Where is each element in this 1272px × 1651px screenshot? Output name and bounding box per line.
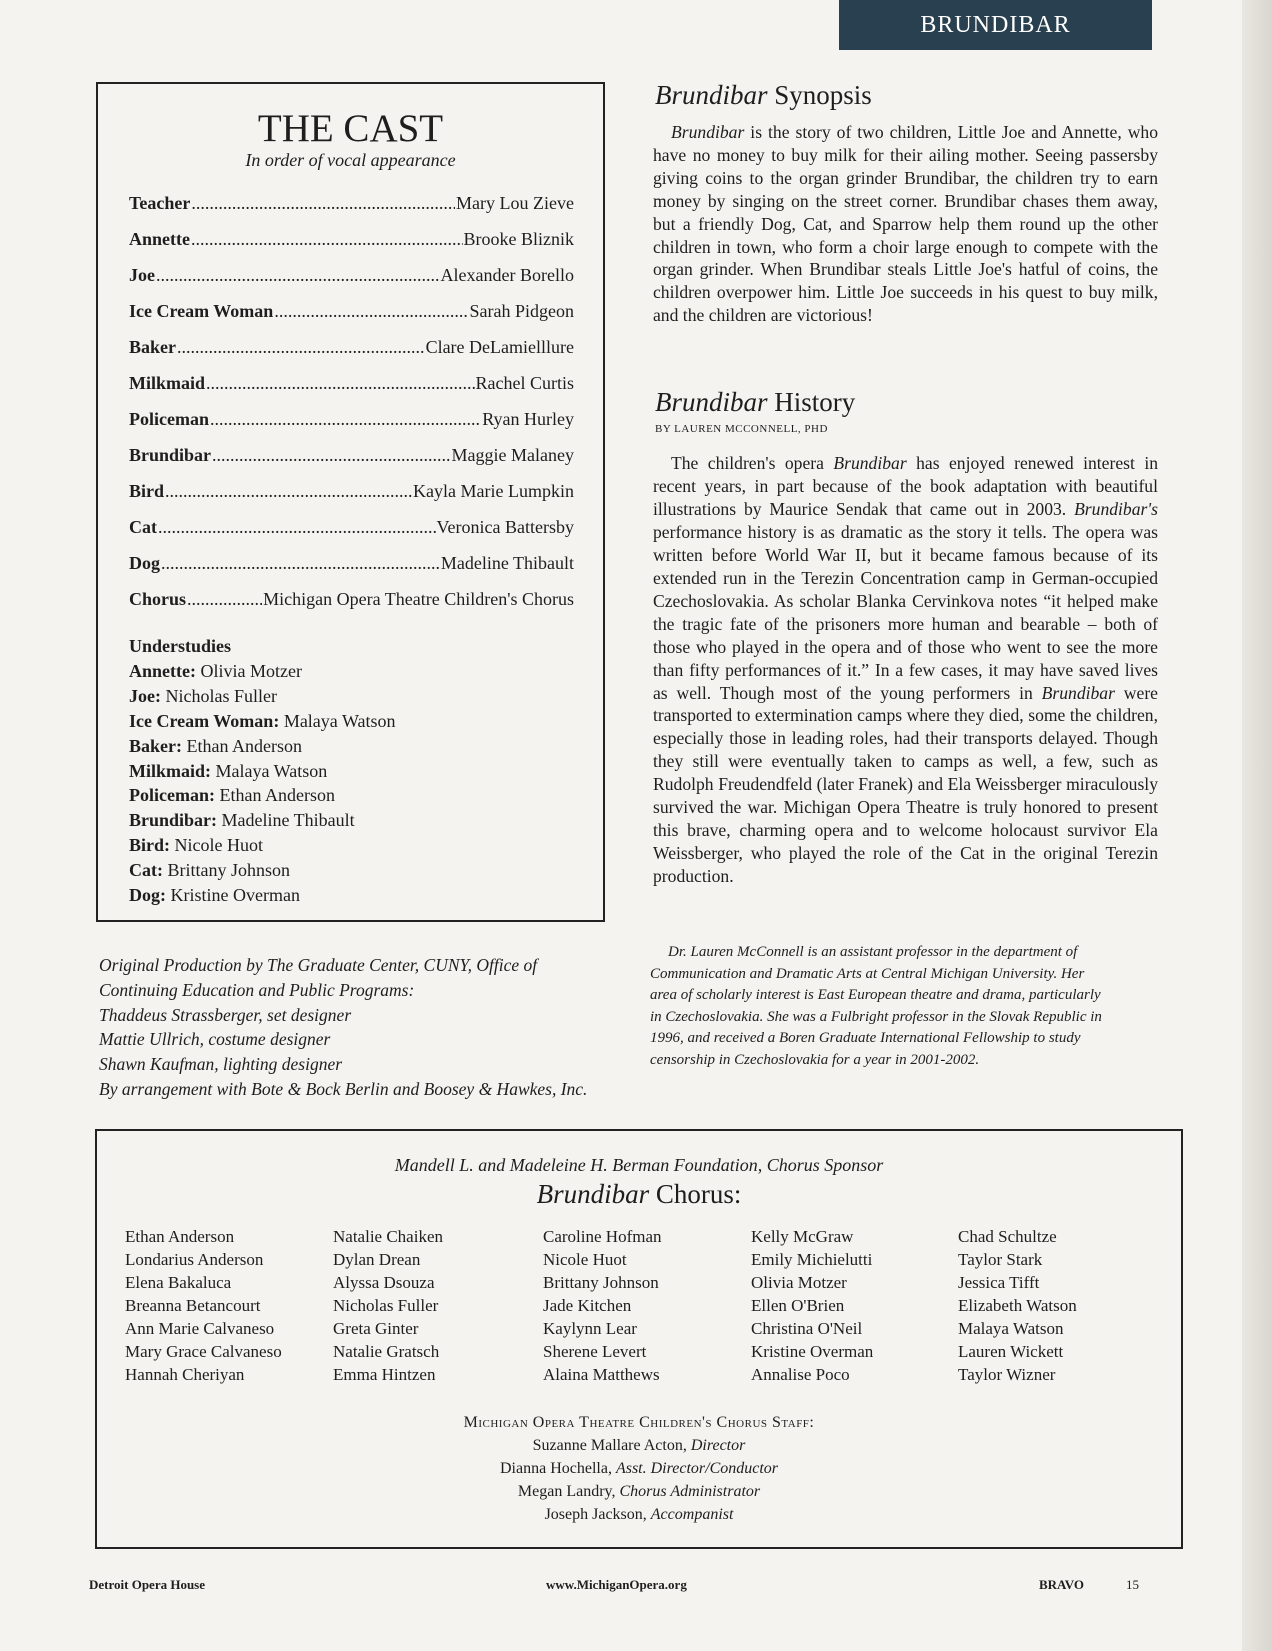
understudy-actor: Ethan Anderson	[186, 735, 302, 756]
staff-row	[97, 1457, 1181, 1480]
credit-line: By arrangement with Bote & Bock Berlin and Boosey & Hawkes, Inc.	[99, 1078, 588, 1099]
footer-magazine: BRAVO	[1039, 1577, 1085, 1592]
history-text-part: has enjoyed renewed interest in recent years, in part because of the book adaptation with beautiful illustrations by Maurice Sendak that came out in 2003.	[653, 453, 1158, 519]
understudy-row	[129, 783, 589, 808]
cast-role: Annette	[129, 229, 190, 249]
chorus-title-italic: Brundibar	[536, 1179, 650, 1209]
cast-actor: Mary Lou Zieve	[456, 193, 574, 213]
history-title-rest: History	[767, 387, 856, 417]
cast-role: Baker	[129, 337, 176, 357]
synopsis-text	[653, 121, 1158, 327]
chorus-member: Kelly McGraw	[751, 1227, 854, 1246]
cast-actor: Maggie Malaney	[451, 445, 574, 465]
cast-actor: Sarah Pidgeon	[469, 301, 574, 321]
cast-actor: Clare DeLamielllure	[425, 337, 574, 357]
cast-title: THE CAST	[257, 107, 444, 150]
chorus-member: Ethan Anderson	[125, 1227, 235, 1246]
understudy-actor: Ethan Anderson	[219, 785, 335, 806]
dot-leader	[156, 265, 440, 286]
staff-row	[97, 1503, 1181, 1526]
chorus-member: Chad Schultze	[958, 1227, 1057, 1246]
understudy-role: Annette:	[129, 660, 196, 681]
history-text	[653, 452, 1158, 888]
cast-row	[129, 229, 574, 265]
synopsis-title-italic: Brundibar	[655, 80, 768, 110]
understudy-row	[129, 684, 589, 709]
understudy-row	[129, 808, 589, 833]
understudy-row	[129, 833, 589, 858]
chorus-staff	[97, 1411, 1181, 1526]
author-bio: Dr. Lauren McConnell is an assistant professor in the department of Communication and Dramatic Arts at Central Michigan University. Her area of scholarly interest is East European theatre and drama, particularly in Czechoslovakia. She was a Fulbright professor in the Slovak Republic in 1996, and received a Boren Graduate International Fellowship to study censorship in Czechoslovakia for a year in 2001-2002.	[650, 944, 1102, 1068]
cast-role: Policeman	[129, 409, 209, 429]
understudies-heading: Understudies	[129, 636, 232, 656]
history-text-part: performance history is as dramatic as the story it tells. The opera was written before World War II, but it became famous because of its extended run in the Terezin Concentration camp in German-occupied Czechoslovakia. As scholar Blanka Cervinkova notes “it helped make the tragic fate of the prisoners more human and bearable – both of those who played in the opera and of those who went to see the more than fifty performances of it.” In a few cases, it may have saved lives as well. Though most of the young performers in	[653, 521, 1158, 703]
chorus-member: Breanna Betancourt	[125, 1296, 261, 1315]
history-title-italic: Brundibar	[655, 387, 768, 417]
understudy-actor: Kristine Overman	[170, 885, 300, 906]
chorus-member: Taylor Wizner	[958, 1365, 1056, 1384]
history-text-italic: Brundibar	[833, 453, 907, 473]
chorus-member: Ellen O'Brien	[751, 1296, 845, 1315]
history-title	[655, 387, 855, 418]
staff-title: Accompanist	[650, 1506, 734, 1523]
staff-title: Asst. Director/Conductor	[615, 1460, 779, 1477]
history-byline: BY LAUREN MCCONNELL, PHD	[655, 423, 828, 435]
cast-row	[129, 409, 574, 445]
chorus-member: Mary Grace Calvaneso	[125, 1342, 282, 1361]
chorus-member: Hannah Cheriyan	[125, 1365, 245, 1384]
cast-row	[129, 445, 574, 481]
chorus-member: Nicole Huot	[543, 1250, 627, 1269]
cast-role: Cat	[129, 517, 157, 537]
chorus-column	[958, 1225, 1077, 1386]
cast-actor: Alexander Borello	[440, 265, 574, 285]
staff-name: Joseph Jackson,	[544, 1506, 651, 1523]
understudy-actor: Brittany Johnson	[167, 860, 291, 881]
chorus-member: Londarius Anderson	[125, 1250, 264, 1269]
chorus-member: Kristine Overman	[751, 1342, 874, 1361]
page-number: 15	[1126, 1577, 1139, 1592]
chorus-member: Nicholas Fuller	[333, 1296, 439, 1315]
cast-role: Joe	[129, 265, 155, 285]
cast-role: Dog	[129, 553, 160, 573]
chorus-member: Alyssa Dsouza	[333, 1273, 435, 1292]
cast-row	[129, 553, 574, 589]
understudy-role: Cat:	[129, 860, 163, 881]
dot-leader	[187, 589, 262, 610]
understudy-row	[129, 759, 589, 784]
cast-row	[129, 301, 574, 337]
dot-leader	[191, 193, 455, 214]
staff-row	[97, 1480, 1181, 1503]
understudy-role: Brundibar:	[129, 810, 218, 831]
chorus-member: Annalise Poco	[751, 1365, 850, 1384]
cast-role: Teacher	[129, 193, 191, 213]
understudies-list	[129, 634, 589, 908]
chorus-title-rest: Chorus:	[649, 1179, 742, 1209]
chorus-member: Dylan Drean	[333, 1250, 421, 1269]
chorus-member: Natalie Chaiken	[333, 1227, 443, 1246]
synopsis-lead-italic: Brundibar	[671, 122, 745, 142]
understudy-actor: Malaya Watson	[283, 710, 396, 731]
dot-leader	[274, 301, 468, 322]
cast-row	[129, 481, 574, 517]
chorus-member: Kaylynn Lear	[543, 1319, 637, 1338]
staff-title: Director	[690, 1437, 746, 1454]
chorus-sponsor: Mandell L. and Madeleine H. Berman Foundation, Chorus Sponsor	[394, 1155, 884, 1175]
cast-role: Chorus	[129, 589, 187, 609]
cast-row	[129, 337, 574, 373]
credit-line: Thaddeus Strassberger, set designer	[99, 1004, 352, 1025]
chorus-member: Lauren Wickett	[958, 1342, 1064, 1361]
chorus-member: Sherene Levert	[543, 1342, 647, 1361]
history-text-italic: Brundibar's	[1074, 498, 1158, 519]
chorus-member: Jessica Tifft	[958, 1273, 1040, 1292]
understudy-actor: Nicole Huot	[174, 835, 263, 856]
synopsis-body: is the story of two children, Little Joe and Annette, who have no money to buy milk for their ailing mother. Seeing passersby giving coins to the organ grinder Brundibar, the children try to earn money by singing on the street corner. Brundibar chases them away, but a friendly Dog, Cat, and Sparrow help them round up the other children in town, who form a choir large enough to compete with the organ grinder. When Brundibar steals Little Joe's hatful of coins, the children overpower him. Little Joe succeeds in his quest to buy milk, and the children are victorious!	[653, 122, 1158, 326]
cast-actor: Madeline Thibault	[440, 553, 574, 573]
credit-line: Shawn Kaufman, lighting designer	[99, 1054, 343, 1075]
understudy-actor: Malaya Watson	[215, 760, 328, 781]
page-edge	[1242, 0, 1272, 1651]
chorus-member: Alaina Matthews	[543, 1365, 660, 1384]
production-credits	[99, 953, 619, 1102]
cast-actor: Veronica Battersby	[436, 517, 574, 537]
understudy-actor: Olivia Motzer	[200, 660, 302, 681]
cast-box	[96, 82, 605, 922]
understudy-row	[129, 883, 589, 908]
understudy-row	[129, 709, 589, 734]
understudy-role: Bird:	[129, 835, 171, 856]
understudy-role: Joe:	[129, 685, 161, 706]
understudy-actor: Madeline Thibault	[221, 810, 355, 831]
dot-leader	[177, 337, 425, 358]
cast-row	[129, 517, 574, 553]
understudy-row	[129, 659, 589, 684]
credit-line: Continuing Education and Public Programs:	[99, 979, 415, 1000]
cast-row	[129, 589, 574, 625]
footer-website: www.MichiganOpera.org	[546, 1577, 687, 1592]
cast-actor: Michigan Opera Theatre Children's Chorus	[263, 589, 574, 609]
dot-leader	[206, 373, 475, 394]
section-header-label: BRUNDIBAR	[920, 11, 1071, 38]
dot-leader	[165, 481, 412, 502]
chorus-member: Brittany Johnson	[543, 1273, 659, 1292]
synopsis-title-rest: Synopsis	[767, 80, 872, 110]
understudy-role: Baker:	[129, 735, 182, 756]
dot-leader	[158, 517, 436, 538]
dot-leader	[212, 445, 451, 466]
chorus-member: Elizabeth Watson	[958, 1296, 1077, 1315]
understudy-role: Dog:	[129, 885, 166, 906]
dot-leader	[191, 229, 463, 250]
chorus-member: Caroline Hofman	[543, 1227, 662, 1246]
cast-row	[129, 373, 574, 409]
section-header-tab	[839, 0, 1152, 50]
chorus-column	[333, 1225, 443, 1386]
chorus-column	[751, 1225, 873, 1386]
chorus-member: Emma Hintzen	[333, 1365, 436, 1384]
cast-row	[129, 265, 574, 301]
chorus-member: Natalie Gratsch	[333, 1342, 440, 1361]
cast-actor: Brooke Bliznik	[463, 229, 574, 249]
chorus-member: Malaya Watson	[958, 1319, 1064, 1338]
chorus-column	[125, 1225, 282, 1386]
chorus-column	[543, 1225, 662, 1386]
understudy-role: Policeman:	[129, 785, 215, 806]
footer-venue: Detroit Opera House	[89, 1577, 206, 1592]
staff-name: Megan Landry,	[517, 1483, 620, 1500]
credit-line: Mattie Ullrich, costume designer	[99, 1029, 331, 1050]
chorus-member: Greta Ginter	[333, 1319, 419, 1338]
chorus-member: Elena Bakaluca	[125, 1273, 232, 1292]
chorus-member: Jade Kitchen	[543, 1296, 632, 1315]
cast-list	[129, 193, 574, 625]
understudy-role: Ice Cream Woman:	[129, 710, 280, 731]
chorus-staff-heading: Michigan Opera Theatre Children's Chorus Staff:	[463, 1414, 815, 1431]
cast-actor: Rachel Curtis	[475, 373, 574, 393]
chorus-title	[97, 1179, 1181, 1210]
understudy-row	[129, 858, 589, 883]
cast-role: Bird	[129, 481, 165, 501]
understudy-row	[129, 734, 589, 759]
understudy-role: Milkmaid:	[129, 760, 212, 781]
staff-name: Dianna Hochella,	[499, 1460, 616, 1477]
dot-leader	[210, 409, 481, 430]
cast-actor: Kayla Marie Lumpkin	[413, 481, 574, 501]
history-text-part: The children's opera	[671, 453, 834, 473]
chorus-member: Olivia Motzer	[751, 1273, 847, 1292]
cast-row	[129, 193, 574, 229]
staff-title: Chorus Administrator	[619, 1483, 761, 1500]
chorus-member: Taylor Stark	[958, 1250, 1043, 1269]
chorus-member: Christina O'Neil	[751, 1319, 863, 1338]
credit-line: Original Production by The Graduate Center, CUNY, Office of	[99, 955, 538, 975]
cast-actor: Ryan Hurley	[482, 409, 574, 429]
chorus-box	[95, 1129, 1183, 1549]
cast-role: Brundibar	[129, 445, 212, 465]
staff-row	[97, 1434, 1181, 1457]
staff-name: Suzanne Mallare Acton,	[532, 1437, 691, 1454]
chorus-member: Ann Marie Calvaneso	[125, 1319, 275, 1338]
cast-role: Ice Cream Woman	[129, 301, 274, 321]
dot-leader	[161, 553, 440, 574]
synopsis-title	[655, 80, 872, 111]
cast-subtitle: In order of vocal appearance	[245, 150, 456, 170]
chorus-member: Emily Michielutti	[751, 1250, 873, 1269]
history-text-part: were transported to extermination camps where they died, some the children, especially those in leading roles, had their transports delayed. Though they still were eventually taken to camps as well, a few, such as Rudolph Freudendfeld (later Franek) and Ela Weissberger miraculously survived the war. Michigan Opera Theatre is truly honored to present this brave, charming opera and to welcome holocaust survivor Ela Weissberger, who played the role of the Cat in the original Terezin production.	[653, 682, 1158, 887]
history-text-italic: Brundibar	[1041, 682, 1115, 703]
understudy-actor: Nicholas Fuller	[165, 685, 277, 706]
cast-role: Milkmaid	[129, 373, 206, 393]
